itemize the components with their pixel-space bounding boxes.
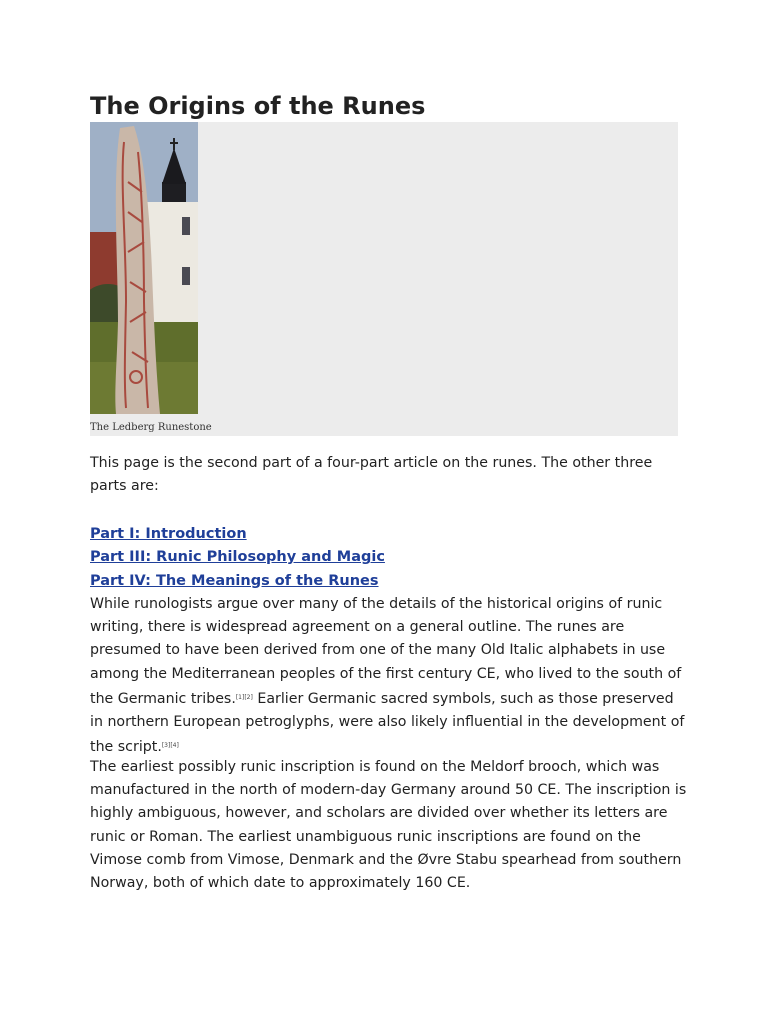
runestone-photo: [90, 122, 198, 414]
figure-box: [90, 122, 678, 436]
paragraph-origins: [90, 593, 690, 759]
paragraph-text: Earlier Germanic sacred symbols, such as those preserved in northern European petroglyphs, were also likely influential in the development of the script.: [90, 690, 685, 756]
article-parts-list: [90, 523, 690, 593]
intro-text: This page is the second part of a four-part article on the runes. The other three parts are:: [90, 455, 653, 495]
link-part-4[interactable]: Part IV: The Meanings of the Runes: [90, 572, 379, 589]
figure-caption: The Ledberg Runestone: [90, 422, 212, 433]
citation-ref[interactable]: [1][2]: [235, 693, 253, 701]
page-title: The Origins of the Runes: [90, 92, 426, 120]
link-part-1[interactable]: Part I: Introduction: [90, 526, 247, 542]
citation-ref[interactable]: [3][4]: [161, 742, 179, 750]
link-part-3[interactable]: Part III: Runic Philosophy and Magic: [90, 549, 385, 566]
paragraph-text: While runologists argue over many of the details of the historical origins of runic writing, there is widespread agreement on a general outline. The runes are presumed to have been derived from one of the many Old Italic alphabets in use among the Mediterranean peoples of the first century CE, who lived to the south of the Germanic tribes.: [90, 596, 682, 707]
paragraph-earliest-inscriptions: The earliest possibly runic inscription is found on the Meldorf brooch, which was manufactured in the north of modern-day Germany around 50 CE. The inscription is highly ambiguous, however, and scholars are divided over whether its letters are runic or Roman. The earliest unambiguous runic inscriptions are found on the Vimose comb from Vimose, Denmark and the Øvre Stabu spearhead from southern Norway, both of which date to approximately 160 CE.: [90, 759, 687, 892]
